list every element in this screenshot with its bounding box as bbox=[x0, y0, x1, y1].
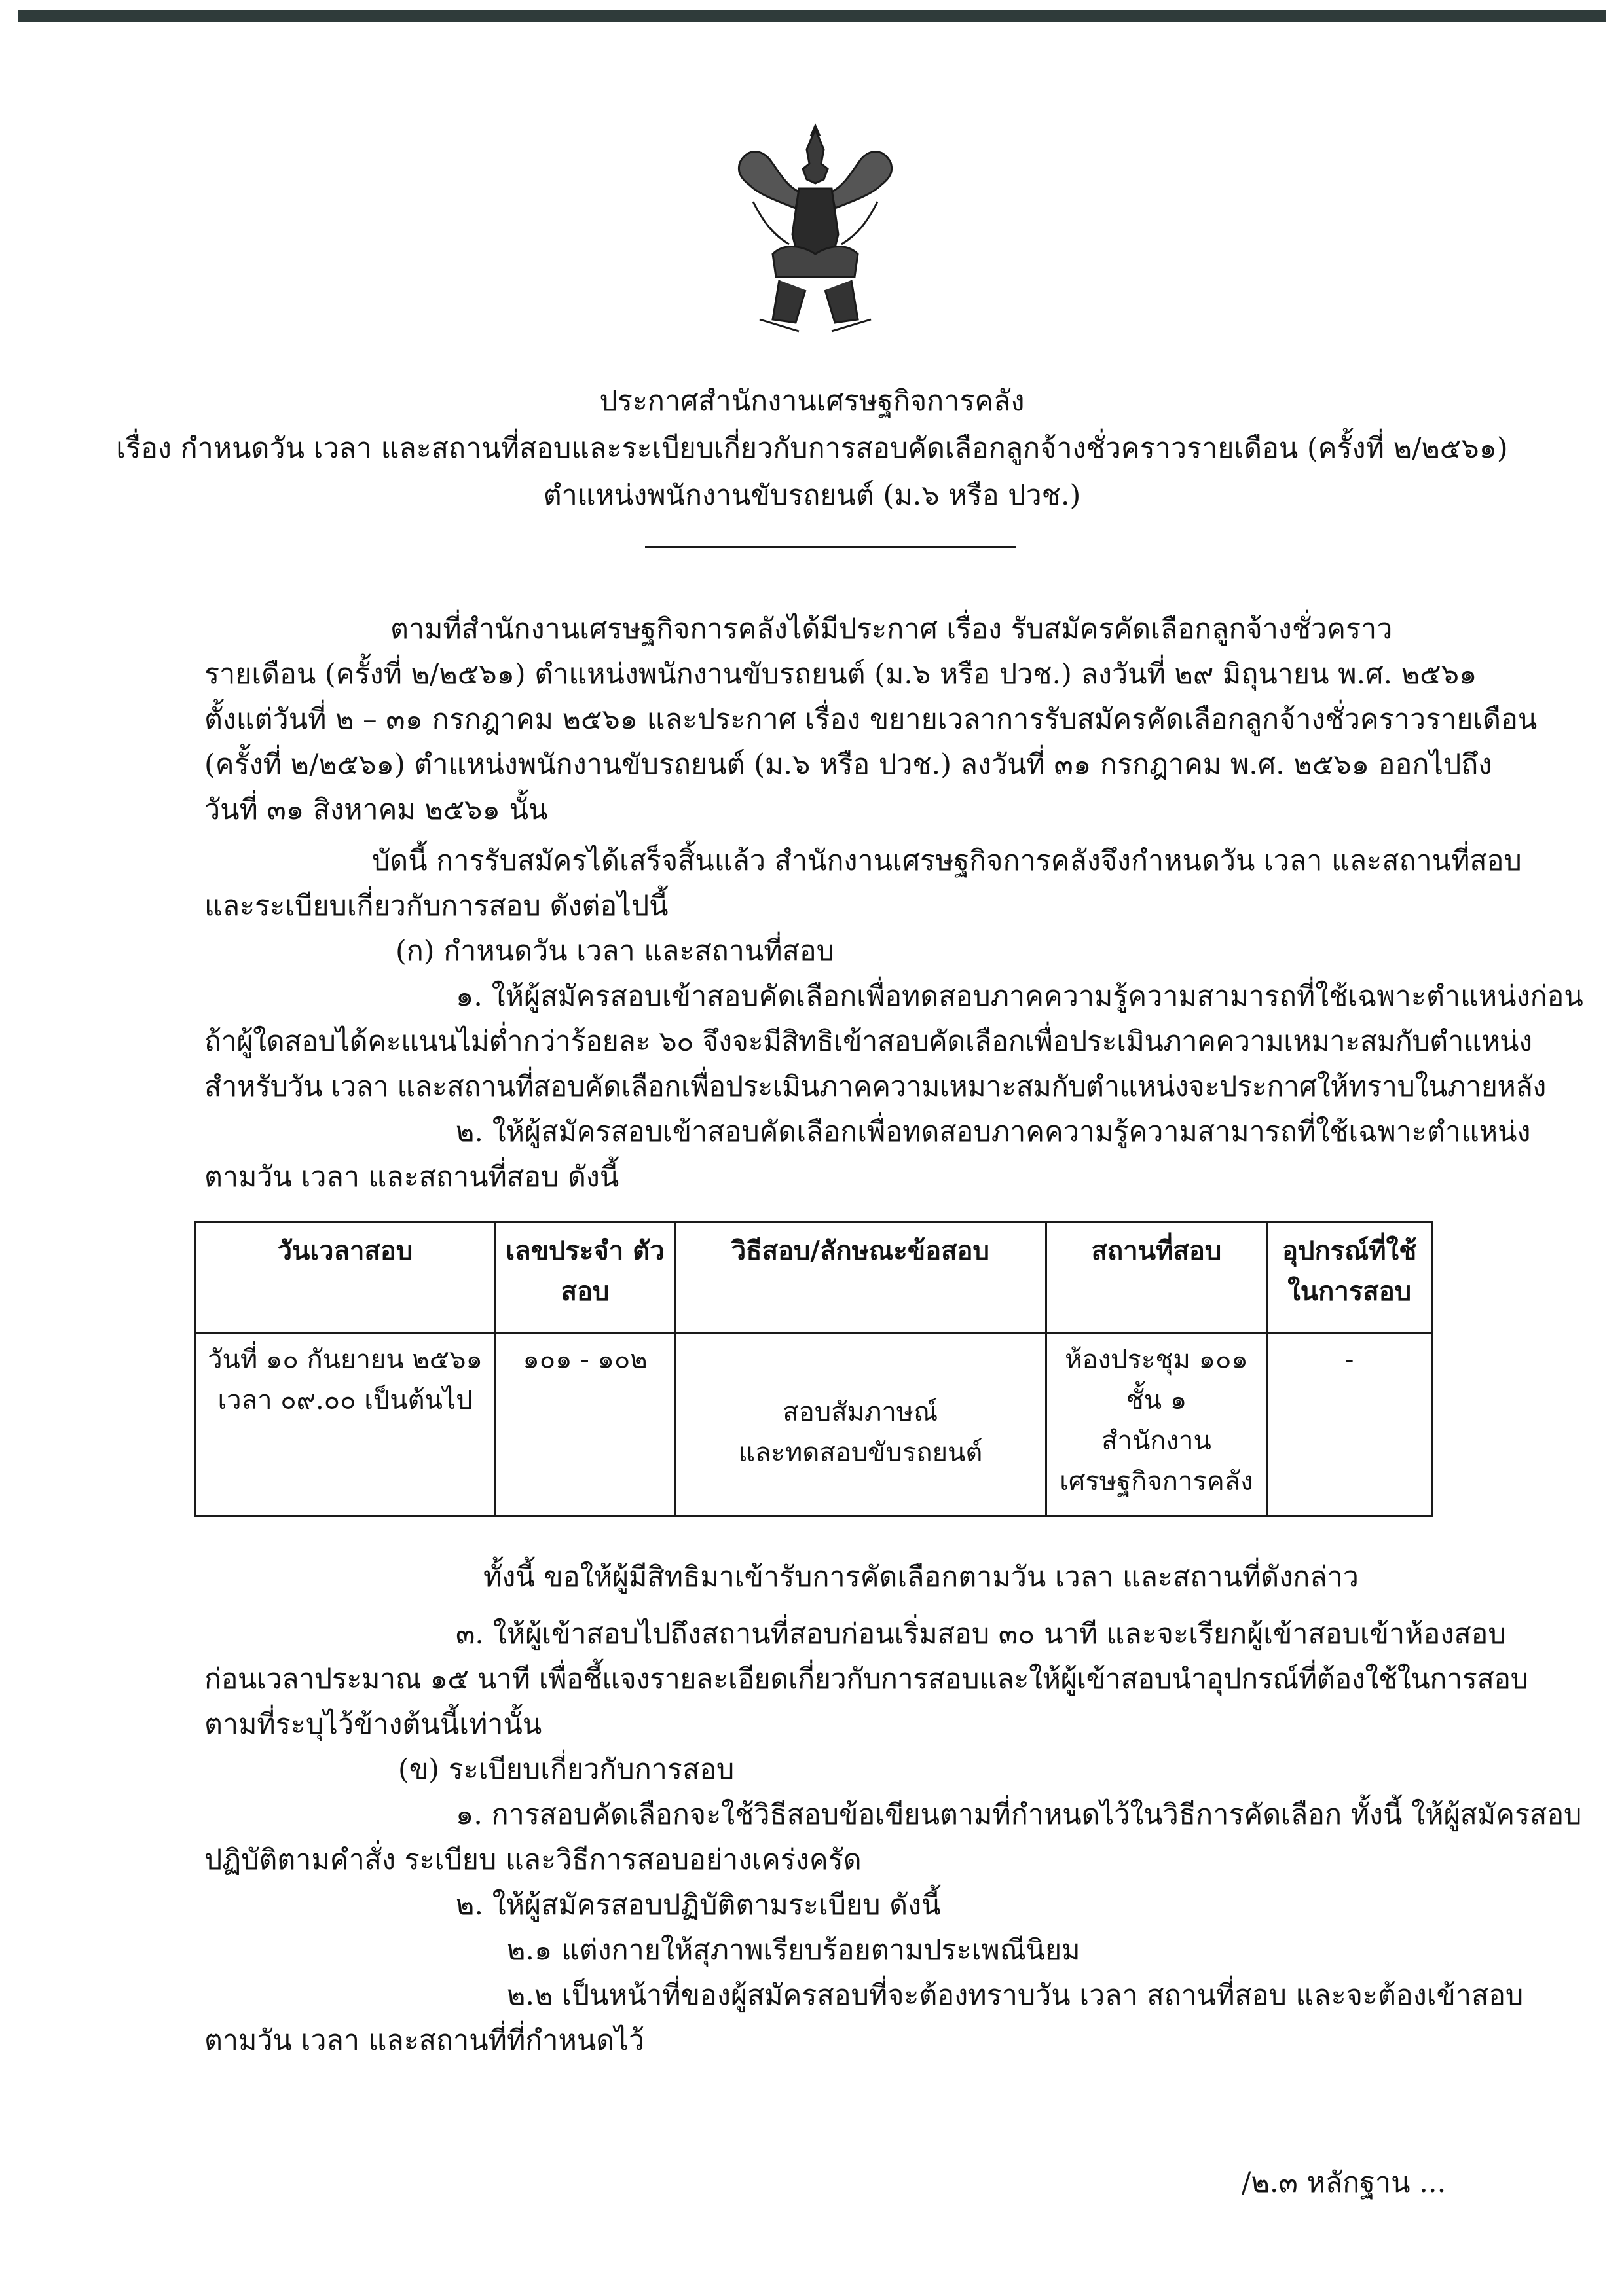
clause-a1-line: ๑. ให้ผู้สมัครสอบเข้าสอบคัดเลือกเพื่อทดสอบภาคความรู้ความสามารถที่ใช้เฉพาะตำแหน่งก่อน bbox=[456, 980, 1583, 1013]
now-line: และระเบียบเกี่ยวกับการสอบ ดังต่อไปนี้ bbox=[204, 890, 669, 922]
announcement-issuer: ประกาศสำนักงานเศรษฐกิจการคลัง bbox=[599, 385, 1025, 418]
header-exam-place: สถานที่สอบ bbox=[1046, 1222, 1267, 1334]
clause-b2-heading: ๒. ให้ผู้สมัครสอบปฏิบัติตามระเบียบ ดังนี้ bbox=[456, 1889, 941, 1922]
exam-method-line: สอบสัมภาษณ์ bbox=[783, 1397, 938, 1427]
section-a-heading: (ก) กำหนดวัน เวลา และสถานที่สอบ bbox=[396, 935, 835, 968]
intro-line: วันที่ ๓๑ สิงหาคม ๒๕๖๑ นั้น bbox=[204, 793, 548, 826]
header-exam-method: วิธีสอบ/ลักษณะข้อสอบ bbox=[675, 1222, 1046, 1334]
note-line: ทั้งนี้ ขอให้ผู้มีสิทธิมาเข้ารับการคัดเลือกตามวัน เวลา และสถานที่ดังกล่าว bbox=[483, 1561, 1359, 1594]
now-line: บัดนี้ การรับสมัครได้เสร็จสิ้นแล้ว สำนักงานเศรษฐกิจการคลังจึงกำหนดวัน เวลา และสถานที่สอบ bbox=[372, 845, 1522, 877]
clause-b2-2-line: ๒.๒ เป็นหน้าที่ของผู้สมัครสอบที่จะต้องทราบวัน เวลา สถานที่สอบ และจะต้องเข้าสอบ bbox=[507, 1979, 1524, 2012]
cell-exam-equipment bbox=[1267, 1334, 1432, 1516]
title-divider bbox=[645, 546, 1016, 548]
garuda-emblem-icon bbox=[733, 123, 897, 339]
clause-a2-line: ๒. ให้ผู้สมัครสอบเข้าสอบคัดเลือกเพื่อทดสอบภาคความรู้ความสามารถที่ใช้เฉพาะตำแหน่ง bbox=[456, 1116, 1531, 1148]
announcement-subject: เรื่อง กำหนดวัน เวลา และสถานที่สอบและระเบียบเกี่ยวกับการสอบคัดเลือกลูกจ้างชั่วคราวรายเดือน (ครั้งที่ ๒/๒๕๖๑) bbox=[116, 432, 1508, 465]
intro-line: ตามที่สำนักงานเศรษฐกิจการคลังได้มีประกาศ เรื่อง รับสมัครคัดเลือกลูกจ้างชั่วคราว bbox=[390, 613, 1393, 646]
table-row bbox=[195, 1334, 1432, 1516]
table-header-row bbox=[195, 1222, 1432, 1334]
exam-place-line: สำนักงาน bbox=[1101, 1426, 1211, 1456]
clause-a3-line: ๓. ให้ผู้เข้าสอบไปถึงสถานที่สอบก่อนเริ่มสอบ ๓๐ นาที และจะเรียกผู้เข้าสอบเข้าห้องสอบ bbox=[456, 1618, 1506, 1650]
clause-a1-line: สำหรับวัน เวลา และสถานที่สอบคัดเลือกเพื่อประเมินภาคความเหมาะสมกับตำแหน่งจะประกาศให้ทราบในภายหลัง bbox=[204, 1070, 1546, 1103]
intro-line: รายเดือน (ครั้งที่ ๒/๒๕๖๑) ตำแหน่งพนักงานขับรถยนต์ (ม.๖ หรือ ปวช.) ลงวันที่ ๒๙ มิถุนายน พ.ศ. ๒๕๖๑ bbox=[204, 658, 1477, 691]
exam-place-line: ห้องประชุม ๑๐๑ bbox=[1065, 1345, 1248, 1375]
exam-schedule-table bbox=[194, 1221, 1433, 1517]
intro-line: ตั้งแต่วันที่ ๒ – ๓๑ กรกฎาคม ๒๕๖๑ และประกาศ เรื่อง ขยายเวลาการรับสมัครคัดเลือกลูกจ้างชั่วคราวรายเดือน bbox=[204, 703, 1538, 736]
clause-b2-1: ๒.๑ แต่งกายให้สุภาพเรียบร้อยตามประเพณีนิยม bbox=[507, 1934, 1080, 1967]
cell-exam-datetime bbox=[195, 1334, 496, 1516]
clause-a3-line: ตามที่ระบุไว้ข้างต้นนี้เท่านั้น bbox=[204, 1708, 542, 1741]
cell-exam-place bbox=[1046, 1334, 1267, 1516]
exam-id-range: ๑๐๑ - ๑๐๒ bbox=[523, 1345, 648, 1375]
clause-b1-line: ๑. การสอบคัดเลือกจะใช้วิธีสอบข้อเขียนตามที่กำหนดไว้ในวิธีการคัดเลือก ทั้งนี้ ให้ผู้สมัครสอบ bbox=[456, 1798, 1582, 1831]
clause-b1-line: ปฏิบัติตามคำสั่ง ระเบียบ และวิธีการสอบอย่างเคร่งครัด bbox=[204, 1844, 862, 1876]
header-exam-ids: เลขประจำ ตัวสอบ bbox=[495, 1222, 674, 1334]
clause-b2-2-line: ตามวัน เวลา และสถานที่ที่กำหนดไว้ bbox=[204, 2024, 644, 2057]
exam-place-line: ชั้น ๑ bbox=[1126, 1385, 1187, 1415]
clause-a3-line: ก่อนเวลาประมาณ ๑๕ นาที เพื่อชี้แจงรายละเอียดเกี่ยวกับการสอบและให้ผู้เข้าสอบนำอุปกรณ์ที่ต้องใช้ในการสอบ bbox=[204, 1663, 1528, 1696]
header-exam-equipment: อุปกรณ์ที่ใช้ ในการสอบ bbox=[1267, 1222, 1432, 1334]
clause-a2-line: ตามวัน เวลา และสถานที่สอบ ดังนี้ bbox=[204, 1161, 619, 1194]
header-exam-datetime: วันเวลาสอบ bbox=[195, 1222, 496, 1334]
exam-method-line: และทดสอบขับรถยนต์ bbox=[738, 1438, 983, 1468]
intro-line: (ครั้งที่ ๒/๒๕๖๑) ตำแหน่งพนักงานขับรถยนต์ (ม.๖ หรือ ปวช.) ลงวันที่ ๓๑ กรกฎาคม พ.ศ. ๒๕๖๑ ออกไปถึง bbox=[204, 748, 1492, 781]
cell-exam-method bbox=[675, 1334, 1046, 1516]
clause-a1-line: ถ้าผู้ใดสอบได้คะแนนไม่ต่ำกว่าร้อยละ ๖๐ จึงจะมีสิทธิเข้าสอบคัดเลือกเพื่อประเมินภาคความเหมาะสมกับตำแหน่ง bbox=[204, 1025, 1532, 1058]
exam-date: วันที่ ๑๐ กันยายน ๒๕๖๑ bbox=[208, 1345, 483, 1375]
announcement-position: ตำแหน่งพนักงานขับรถยนต์ (ม.๖ หรือ ปวช.) bbox=[543, 479, 1081, 512]
section-b-heading: (ข) ระเบียบเกี่ยวกับการสอบ bbox=[398, 1753, 735, 1786]
cell-exam-ids bbox=[495, 1334, 674, 1516]
exam-time: เวลา ๐๙.๐๐ เป็นต้นไป bbox=[217, 1385, 473, 1415]
page-continuation: /๒.๓ หลักฐาน ... bbox=[1242, 2166, 1447, 2199]
exam-equipment: - bbox=[1344, 1345, 1354, 1375]
exam-place-line: เศรษฐกิจการคลัง bbox=[1060, 1467, 1253, 1497]
scan-top-border bbox=[18, 10, 1606, 22]
